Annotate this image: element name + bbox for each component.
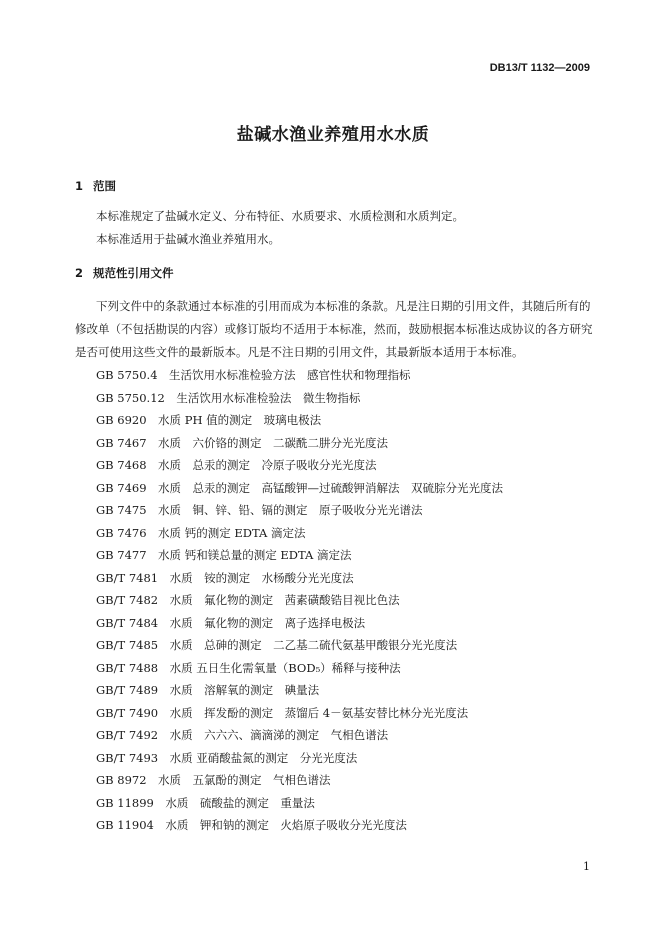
reference-item: GB/T 7488 水质 五日生化需氧量（BOD₅）稀释与接种法 [96,660,401,675]
reference-item: GB/T 7493 水质 亚硝酸盐氮的测定 分光光度法 [96,750,358,765]
section-number: 2 [75,266,84,280]
reference-item: GB 6920 水质 PH 值的测定 玻璃电极法 [96,413,322,427]
reference-item: GB/T 7484 水质 氟化物的测定 离子选择电极法 [96,615,366,630]
reference-item: GB/T 7482 水质 氟化物的测定 茜素磺酸锆目视比色法 [96,593,400,607]
reference-item: GB 7477 水质 钙和镁总量的测定 EDTA 滴定法 [96,548,352,562]
page-number: 1 [583,860,590,873]
section-2-intro-line-3: 是否可使用这些文件的最新版本。凡是不注日期的引用文件，其最新版本适用于本标准。 [75,345,524,359]
section-number: 1 [75,179,84,193]
reference-item: GB 7469 水质 总汞的测定 高锰酸钾—过硫酸钾消解法 双硫腙分光光度法 [96,480,504,495]
document-code: DB13/T 1132—2009 [489,62,590,74]
reference-item: GB/T 7481 水质 铵的测定 水杨酸分光光度法 [96,570,354,585]
reference-item: GB 8972 水质 五氯酚的测定 气相色谱法 [96,773,331,787]
reference-item: GB/T 7485 水质 总砷的测定 二乙基二硫代氨基甲酸银分光光度法 [96,638,458,652]
reference-item: GB 7467 水质 六价铬的测定 二碳酰二肼分光光度法 [96,435,389,450]
section-title: 规范性引用文件 [93,266,174,280]
section-1-paragraph-2: 本标准适用于盐碱水渔业养殖用水。 [96,232,280,246]
reference-item: GB 11899 水质 硫酸盐的测定 重量法 [96,795,315,810]
reference-item: GB/T 7490 水质 挥发酚的测定 蒸馏后 4－氨基安替比林分光光度法 [96,705,469,720]
reference-item: GB 11904 水质 钾和钠的测定 火焰原子吸收分光光度法 [96,818,407,832]
section-2-intro-line-2: 修改单（不包括勘误的内容）或修订版均不适用于本标准，然而，鼓励根据本标准达成协议的各方研究 [75,322,593,336]
reference-item: GB/T 7492 水质 六六六、滴滴涕的测定 气相色谱法 [96,728,389,742]
section-1-paragraph-1: 本标准规定了盐碱水定义、分布特征、水质要求、水质检测和水质判定。 [96,209,464,223]
reference-item: GB/T 7489 水质 溶解氧的测定 碘量法 [96,683,320,697]
section-2-heading [75,265,174,281]
document-title: 盐碱水渔业养殖用水水质 [236,125,430,145]
section-1-heading [75,178,116,194]
normative-reference-list [96,367,503,840]
reference-item: GB 5750.12 生活饮用水标准检验法 微生物指标 [96,390,361,405]
section-2-intro-line-1: 下列文件中的条款通过本标准的引用而成为本标准的条款。凡是注日期的引用文件，其随后所有的 [96,299,591,313]
section-title: 范围 [93,179,116,193]
reference-item: GB 7476 水质 钙的测定 EDTA 滴定法 [96,525,306,540]
reference-item: GB 7468 水质 总汞的测定 冷原子吸收分光光度法 [96,458,377,472]
reference-item: GB 7475 水质 铜、锌、铅、镉的测定 原子吸收分光光谱法 [96,503,423,517]
reference-item: GB 5750.4 生活饮用水标准检验方法 感官性状和物理指标 [96,368,411,382]
